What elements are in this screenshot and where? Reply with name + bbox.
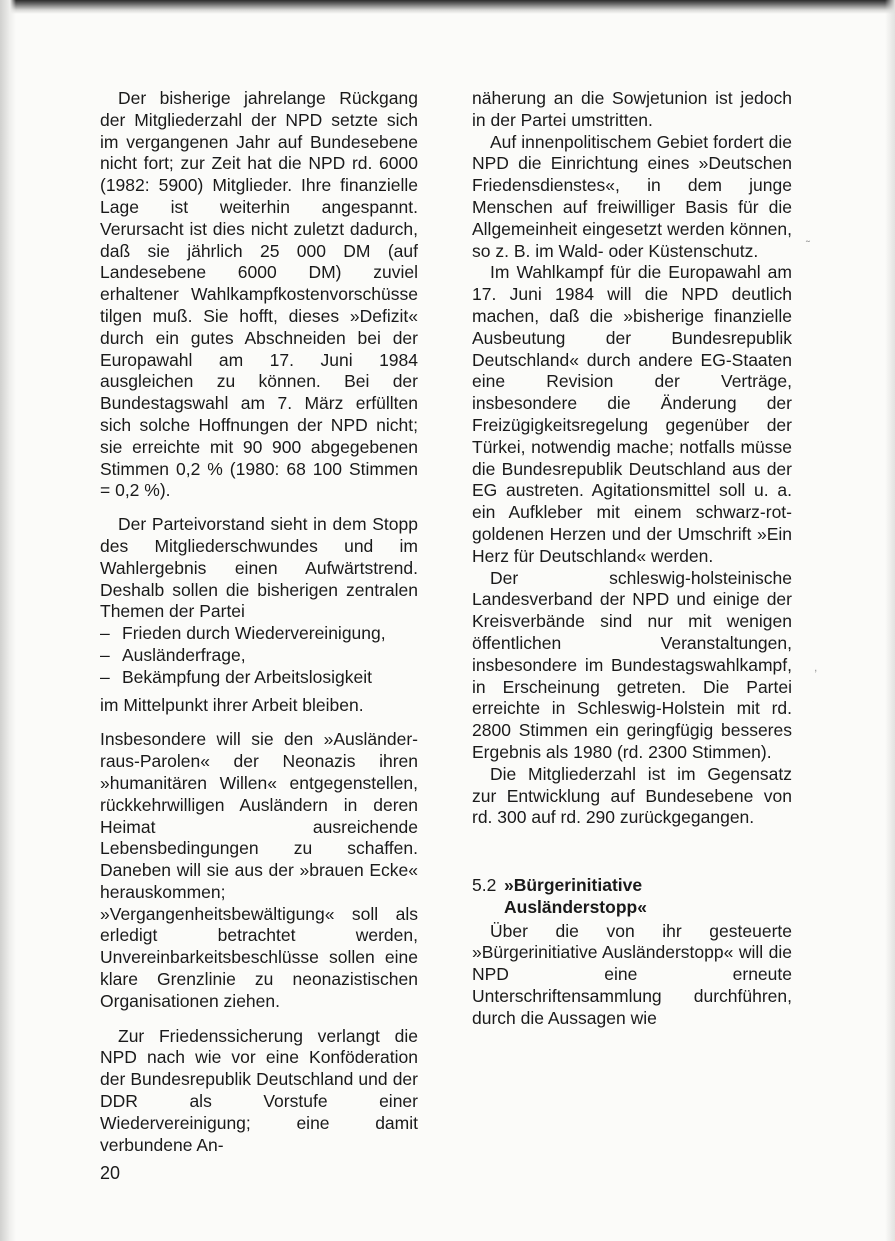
right-paragraph-4: Der schleswig-holsteinische Landesverband der NPD und einige der Kreisverbände sind nur mit wenigen öffentlichen Veranstaltungen, insbesondere im Bundestagswahlkampf, in Erscheinung getreten. Die Partei erreichte in Schleswig-Holstein mit rd. 2800 Stimmen ein geringfügig besseres Ergebnis als 1980 (rd. 2300 Stimmen). (472, 567, 792, 762)
right-paragraph-5: Die Mitgliederzahl ist im Gegensatz zur Entwicklung auf Bundesebene von rd. 300 auf rd. 290 zurückgegangen. (472, 763, 792, 828)
section-heading (472, 875, 792, 919)
scan-speck-mark: , (814, 660, 818, 674)
list-item: – Frieden durch Wiedervereinigung, (100, 623, 418, 645)
list-item: – Bekämpfung der Arbeitslosigkeit (100, 667, 418, 689)
page-number: 20 (100, 1163, 121, 1183)
right-paragraph-3: Im Wahlkampf für die Europawahl am 17. Juni 1984 will die NPD deutlich machen, daß die »bisherige finanzielle Ausbeutung der Bundesrepublik Deutschland« durch andere EG-Staaten eine Revision der Verträge, insbesondere die Änderung der Freizügigkeitsregelung gegenüber der Türkei, notwendig mache; notfalls müsse die Bundesrepublik Deutschland aus der EG austreten. Agitationsmittel soll u. a. ein Aufkleber mit einem schwarz-rot-goldenen Herzen und der Umschrift »Ein Herz für Deutschland« werden. (472, 262, 792, 566)
list-item: – Ausländerfrage, (100, 645, 418, 667)
topics-list (100, 623, 418, 688)
scan-top-shadow (0, 0, 895, 14)
right-paragraph-1: näherung an die Sowjetunion ist jedoch in der Partei umstritten. (472, 88, 792, 130)
section-title (504, 875, 647, 919)
left-column (100, 88, 418, 1156)
section-title-line-2: Ausländerstopp« (504, 896, 647, 917)
left-paragraph-5: Zur Friedenssicherung verlangt die NPD nach wie vor eine Konföderation der Bundesrepublik Deutschland und der DDR als Vorstufe einer Wiedervereinigung; eine damit verbundene An- (100, 1025, 418, 1155)
left-paragraph-3: im Mittelpunkt ihrer Arbeit bleiben. (100, 694, 364, 715)
left-paragraph-1: Der bisherige jahrelange Rückgang der Mitgliederzahl der NPD setzte sich im vergangenen Jahr auf Bundesebene nicht fort; zur Zeit hat die NPD rd. 6000 (1982: 5900) Mitglieder. Ihre finanzielle Lage ist weiterhin angespannt. Verursacht ist dies nicht zuletzt dadurch, daß sie jährlich 25 000 DM (auf Landesebene 6000 DM) zuviel erhaltener Wahlkampfkostenvorschüsse tilgen muß. Sie hofft, dieses »Defizit« durch ein gutes Abschneiden bei der Europawahl am 17. Juni 1984 ausgleichen zu können. Bei der Bundestagswahl am 7. März erfüllten sich solche Hoffnungen der NPD nicht; sie erreichte mit 90 900 abgegebenen Stimmen 0,2 % (1980: 68 100 Stimmen = 0,2 %). (100, 88, 418, 501)
right-column (472, 88, 792, 1030)
left-paragraph-2: Der Parteivorstand sieht in dem Stopp des Mitgliederschwundes und im Wahlergebnis einen Aufwärtstrend. Deshalb sollen die bisherigen zentralen Themen der Partei (100, 514, 418, 622)
scan-right-edge (885, 0, 895, 1241)
section-title-line-1: »Bürgerinitiative (504, 875, 643, 896)
left-paragraph-4: Insbesondere will sie den »Ausländer-raus-Parolen« der Neonazis ihren »humanitären Willen« entgegenstellen, rückkehrwilligen Ausländern in deren Heimat ausreichende Lebensbedingungen zu schaffen. Daneben will sie aus der »brauen Ecke« herauskommen; »Vergangenheitsbewältigung« soll als erledigt betrachtet werden, Unvereinbarkeitsbeschlüsse sollen eine klare Grenzlinie zu neonazistischen Organisationen ziehen. (100, 729, 418, 1011)
section-number: 5.2 (472, 875, 497, 896)
scan-left-edge (0, 0, 16, 1241)
right-paragraph-6: Über die von ihr gesteuerte »Bürgerinitiative Ausländerstopp« will die NPD eine erneute Unterschriftensammlung durchführen, durch die Aussagen wie (472, 920, 792, 1028)
scan-speck-mark: ˜ (806, 238, 810, 252)
right-paragraph-2: Auf innenpolitischem Gebiet fordert die NPD die Einrichtung eines »Deutschen Friedensdienstes«, in dem junge Menschen auf freiwilliger Basis für die Allgemeinheit eingesetzt werden können, so z. B. im Wald- oder Küstenschutz. (472, 131, 792, 261)
